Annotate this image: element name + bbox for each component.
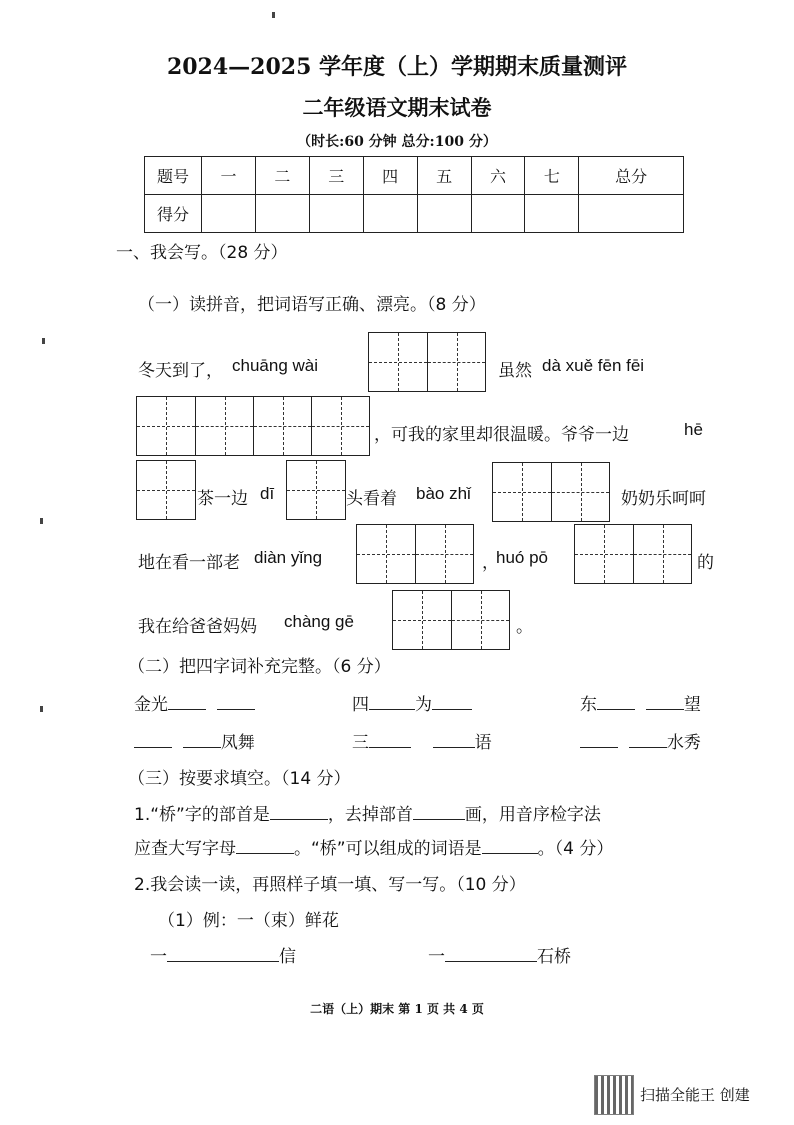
part-heading: （一）读拼音，把词语写正确、漂亮。（8 分） (138, 295, 486, 315)
scan-mark (42, 338, 45, 344)
score-input-cell[interactable] (202, 195, 256, 233)
blank[interactable] (183, 731, 221, 748)
fill-item: 四 为 (352, 690, 472, 715)
text: 虽然 (498, 361, 532, 381)
writing-grid[interactable] (392, 590, 510, 650)
part-heading: （二）把四字词补充完整。（6 分） (128, 657, 391, 677)
writing-grid[interactable] (368, 332, 486, 392)
score-table-cell: 六 (471, 157, 525, 195)
score-table (144, 156, 684, 233)
score-table-cell: 一 (202, 157, 256, 195)
score-table-cell: 五 (417, 157, 471, 195)
blank[interactable] (168, 693, 206, 710)
score-table-cell: 得分 (145, 195, 202, 233)
fill-item: 三 语 (352, 733, 492, 753)
writing-grid[interactable] (492, 462, 610, 522)
score-table-cell: 二 (255, 157, 309, 195)
blank[interactable] (482, 837, 538, 854)
score-table-cell: 三 (309, 157, 363, 195)
pinyin: dī (260, 484, 275, 503)
score-input-cell[interactable] (579, 195, 684, 233)
score-input-cell[interactable] (255, 195, 309, 233)
writing-grid[interactable] (136, 460, 196, 520)
blank[interactable] (580, 731, 618, 748)
blank[interactable] (433, 731, 475, 748)
blank[interactable] (270, 803, 328, 820)
text: 的 (697, 553, 714, 573)
score-table-cell: 七 (525, 157, 579, 195)
blank[interactable] (217, 693, 255, 710)
pinyin: hē (684, 420, 703, 439)
blank[interactable] (413, 803, 465, 820)
pinyin: chuāng wài (232, 356, 319, 375)
page-footer: 二语（上）期末 第 1 页 共 4 页 (310, 1002, 484, 1016)
writing-grid[interactable] (286, 460, 346, 520)
score-input-cell[interactable] (363, 195, 417, 233)
text: 奶奶乐呵呵 (621, 489, 706, 509)
exam-meta: （时长:60 分钟 总分:100 分） (297, 134, 497, 150)
score-table-cell: 总分 (579, 157, 684, 195)
pinyin: huó pō (496, 548, 548, 567)
text: ， (482, 553, 499, 573)
pinyin: diàn yǐng (254, 548, 323, 567)
fill-item: 东 望 (580, 695, 701, 715)
question-1-line-1: 1.“桥”字的部首是 ，去掉部首 画，用音序检字法 (134, 805, 601, 825)
writing-grid[interactable] (574, 524, 692, 584)
fill-item: 金光 (134, 690, 255, 715)
blank[interactable] (597, 693, 635, 710)
text: 我在给爸爸妈妈 (138, 617, 257, 637)
score-table-header-row (145, 157, 684, 195)
score-input-cell[interactable] (471, 195, 525, 233)
text: 茶一边 (197, 489, 248, 509)
blank[interactable] (432, 693, 472, 710)
score-table-cell: 题号 (145, 157, 202, 195)
writing-grid[interactable] (136, 396, 370, 456)
pinyin: dà xuě fēn fēi (542, 356, 645, 375)
question-1-line-2: 应查大写字母 。“桥”可以组成的词语是 。（4 分） (134, 839, 614, 859)
part-heading: （三）按要求填空。（14 分） (128, 769, 351, 789)
measure-word-item: 一 石桥 (428, 947, 571, 967)
blank[interactable] (134, 731, 172, 748)
score-table-score-row (145, 195, 684, 233)
blank[interactable] (369, 693, 415, 710)
blank[interactable] (167, 945, 279, 962)
blank[interactable] (445, 945, 537, 962)
exam-subtitle: 二年级语文期末试卷 (302, 95, 492, 120)
text: 冬天到了， (138, 361, 223, 381)
question-2: 2.我会读一读，再照样子填一填、写一写。（10 分） (134, 875, 526, 895)
blank[interactable] (369, 731, 411, 748)
score-input-cell[interactable] (525, 195, 579, 233)
text: 地在看一部老 (138, 553, 240, 573)
fill-item: 水秀 (580, 728, 701, 753)
blank[interactable] (236, 837, 294, 854)
pinyin: chàng gē (284, 612, 354, 631)
pinyin: bào zhǐ (416, 484, 471, 503)
fill-item: 凤舞 (134, 728, 255, 753)
score-table-cell: 四 (363, 157, 417, 195)
scan-mark (40, 706, 43, 712)
writing-grid[interactable] (356, 524, 474, 584)
scan-mark (272, 12, 275, 18)
question-2-example: （1）例：一（束）鲜花 (158, 911, 339, 931)
scanner-watermark: 扫描全能王 创建 (640, 1086, 750, 1104)
section-heading: 一、我会写。（28 分） (116, 243, 288, 263)
text: 。 (516, 617, 533, 637)
score-input-cell[interactable] (309, 195, 363, 233)
score-input-cell[interactable] (417, 195, 471, 233)
text: 头看着 (346, 489, 397, 509)
measure-word-item: 一 信 (150, 947, 296, 967)
blank[interactable] (629, 731, 667, 748)
exam-title: 2024—2025 学年度（上）学期期末质量测评 (166, 54, 628, 80)
blank[interactable] (646, 693, 684, 710)
qr-code-icon (594, 1075, 634, 1115)
text: ，可我的家里却很温暖。爷爷一边 (374, 425, 629, 445)
scan-mark (40, 518, 43, 524)
